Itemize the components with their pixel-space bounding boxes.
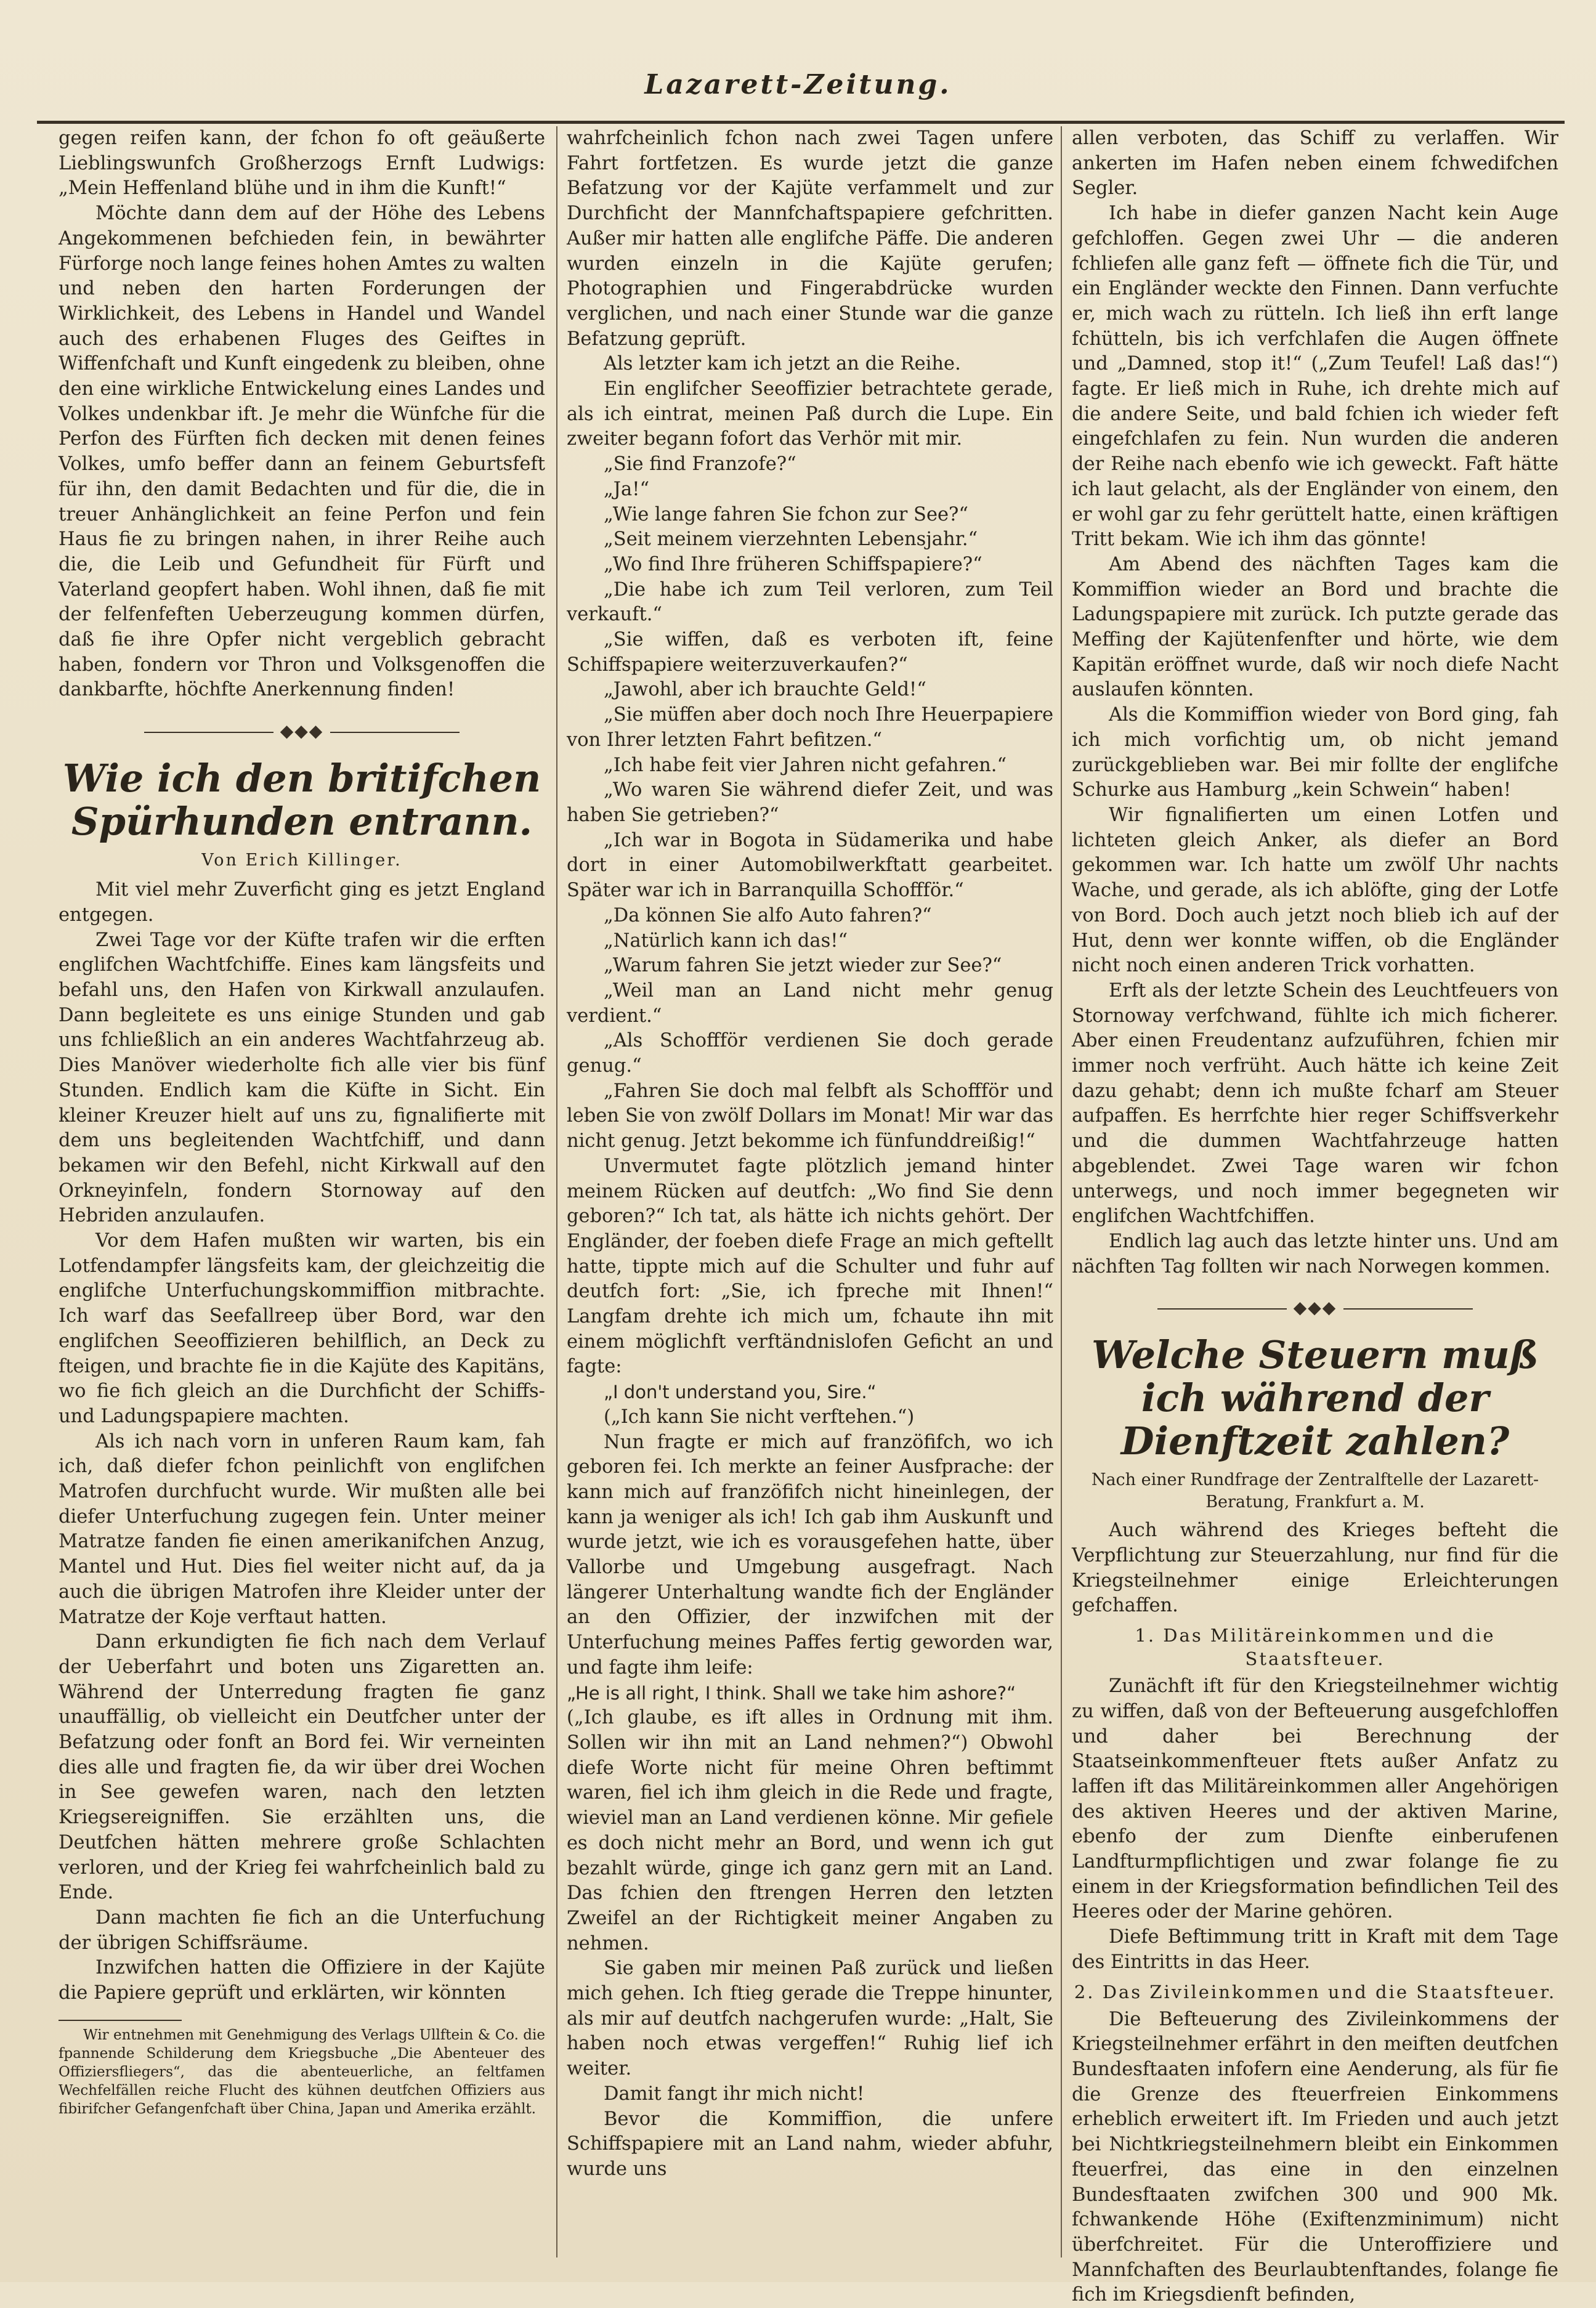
paragraph: Endlich lag auch das letzte hinter uns. Und am nächften Tag follten wir nach Norwegen kommen. <box>1072 1230 1558 1277</box>
footnote-rule <box>59 2020 182 2021</box>
column-divider <box>556 126 557 2257</box>
paragraph: Zwei Tage vor der Küfte trafen wir die erften englifchen Wachtfchiffe. Eines kam längsfeits und befahl uns, den Hafen von Kirkwall anzulaufen. Dann begleitete es uns einige Stunden und gab uns fchließlich an ein anderes Wachtfahrzeug ab. Dies Manöver wiederholte fich alle vier bis fünf Stunden. Endlich kam die Küfte in Sicht. Ein kleiner Kreuzer hielt auf uns zu, fignalifierte mit dem uns begleitenden Wachtfchiff, und dann bekamen wir den Befehl, nicht Kirkwall auf den Orkneyinfeln, fondern Stornoway auf den Hebriden anzulaufen. <box>59 929 545 1227</box>
article-headline: Wie ich den britifchen Spürhunden entrann. <box>62 756 541 844</box>
footnote <box>59 2026 545 2118</box>
paragraph: Unvermutet fagte plötzlich jemand hinter meinem Rücken auf deutfch: „Wo find Sie denn geboren?“ Ich tat, als hätte ich nichts gehört. Der Engländer, der foeben diefe Frage an mich geftellt hatte, tippte mich auf die Schulter und fuhr auf deutfch fort: „Sie, ich fpreche mit Ihnen!“ Langfam drehte ich mich um, fchaute ihn mit einem möglichft verftändnislofen Geficht an und fagte: <box>567 1155 1053 1378</box>
dialog-line: „Als Schoffför verdienen Sie doch gerade genug.“ <box>567 1030 1053 1077</box>
dialog-line: „Warum fahren Sie jetzt wieder zur See?“ <box>604 955 1002 977</box>
paragraph: wahrfcheinlich fchon nach zwei Tagen unfere Fahrt fortfetzen. Es wurde jetzt die ganze Befatzung vor der Kajüte verfammelt und zur Durchficht der Mannfchaftspapiere gefchritten. Außer mir hatten alle englifche Päffe. Die anderen wurden einzeln in die Kajüte gerufen; Photographien und Fingerabdrücke wurden verglichen, und nach einer Stunde war die ganze Befatzung geprüft. <box>567 128 1053 350</box>
paragraph: Wir fignalifierten um einen Lotfen und lichteten gleich Anker, als diefer an Bord gekommen war. Ich hatte um zwölf Uhr nachts Wache, und gerade, als ich ablöfte, ging der Lotfe von Bord. Doch auch jetzt noch blieb ich auf der Hut, denn wer konnte wiffen, ob die Engländer nicht noch einen anderen Trick vorhatten. <box>1072 804 1558 977</box>
footnote-text: Wir entnehmen mit Genehmigung des Verlags Ullftein & Co. die fpannende Schilderung dem Kriegsbuche „Die Abenteuer des Offiziersfliegers“, das die abenteuerliche, an feltfamen Wechfelfällen reiche Flucht des kühnen deutfchen Offiziers aus fibirifcher Gefangenfchaft über China, Japan und Amerika erzählt. <box>59 2027 545 2117</box>
dialog-line: „Ich habe feit vier Jahren nicht gefahren.“ <box>604 754 1007 776</box>
paragraph: Dann machten fie fich an die Unterfuchung der übrigen Schiffsräume. <box>59 1907 545 1954</box>
dialog-line: „Sie wiffen, daß es verboten ift, feine Schiffspapiere weiterzuverkaufen?“ <box>567 629 1053 676</box>
paragraph: Als ich nach vorn in unferen Raum kam, fah ich, daß diefer fchon peinlichft von englifchen Matrofen durchfucht wurde. Wir mußten alle bei diefer Unterfuchung zugegen fein. Unter meiner Matratze fanden fie einen amerikanifchen Anzug, Mantel und Hut. Dies fiel weiter nicht auf, da ja auch die übrigen Matrofen ihre Kleider unter der Matratze der Koje verftaut hatten. <box>59 1430 545 1628</box>
article-subhead: Nach einer Rundfrage der Zentralftelle der Lazarett-Beratung, Frankfurt a. M. <box>1091 1470 1539 1512</box>
paragraph: allen verboten, das Schiff zu verlaffen. Wir ankerten im Hafen neben einem fchwedifchen Segler. <box>1072 128 1558 200</box>
dialog-line: „Fahren Sie doch mal felbft als Schoffför und leben Sie von zwölf Dollars im Monat! Mir war das nicht genug. Jetzt bekomme ich fünfunddreißig!“ <box>567 1080 1053 1152</box>
dialog-line: „Jawohl, aber ich brauchte Geld!“ <box>604 679 926 701</box>
column-divider <box>1061 126 1062 2257</box>
dialog-line: „Ja!“ <box>604 478 650 500</box>
paragraph: Erft als der letzte Schein des Leuchtfeuers von Stornoway verfchwand, fühlte ich mich ficherer. Aber einen Freudentanz aufzuführen, fchien mir immer noch verfrüht. Auch hätte ich keine Zeit dazu gehabt; denn ich mußte fcharf am Steuer aufpaffen. Es herrfchte hier reger Schiffsverkehr und die dummen Wachtfahrzeuge hatten abgeblendet. Zwei Tage waren wir fchon unterwegs, und noch immer begegneten wir englifchen Wachtfchiffen. <box>1072 979 1558 1228</box>
dialog-line: „Da können Sie alfo Auto fahren?“ <box>604 904 932 926</box>
paragraph: Mit viel mehr Zuverficht ging es jetzt England entgegen. <box>59 879 545 926</box>
paragraph: Damit fangt ihr mich nicht! <box>604 2083 865 2105</box>
paragraph: Ich habe in diefer ganzen Nacht kein Auge gefchloffen. Gegen zwei Uhr — die anderen fchliefen alle ganz feft — öffnete fich die Tür, und ein Engländer weckte den Finnen. Dann verfuchte er, mich wach zu rütteln. Ich ließ ihn erft lange fchütteln, bis ich verfchlafen die Augen öffnete und „Damned, stop it!“ („Zum Teufel! Laß das!“) fagte. Er ließ mich in Ruhe, ich drehte mich auf die andere Seite, und bald fchien ich wieder feft eingefchlafen zu fein. Nun wurden die anderen der Reihe nach ebenfo wie ich geweckt. Faft hätte ich laut gelacht, als der Engländer von einem, den er wohl gar zu fehr gerüttelt hatte, einen kräftigen Tritt bekam. Wie ich ihm das gönnte! <box>1072 203 1558 551</box>
dialog-line: „Ich war in Bogota in Südamerika und habe dort in einer Automobilwerkftatt gearbeitet. Später war ich in Barranquilla Schoffför.“ <box>567 829 1053 902</box>
column-2 <box>567 126 1053 2182</box>
dialog-line: „Sie find Franzofe?“ <box>604 453 796 476</box>
dialog-line: „Weil man an Land nicht mehr genug verdient.“ <box>567 979 1053 1027</box>
section-title: 2. Das Zivileinkommen und die Staatsfteuer. <box>1074 1981 1557 2002</box>
column-3 <box>1072 126 1558 2308</box>
dialog-line: „Natürlich kann ich das!“ <box>604 929 848 952</box>
paragraph: Ein englifcher Seeoffizier betrachtete gerade, als ich eintrat, meinen Paß durch die Lupe. Ein zweiter begann fofort das Verhör mit mir. <box>567 378 1053 450</box>
section-title: 1. Das Militäreinkommen und die Staatsfteuer. <box>1135 1625 1496 1670</box>
header-rule <box>37 121 1565 124</box>
paragraph: Nun fragte er mich auf franzöfifch, wo ich geboren fei. Ich merkte an feiner Ausfprache: der kann mich auf franzöfifch nicht hineinlegen, der kann ja weniger als ich! Ich gab ihm Auskunft und wurde jetzt, wie ich es vorausgefehen hatte, über Vallorbe und Umgebung ausgefragt. Nach längerer Unterhaltung wandte fich der Engländer an den Offizier, der inzwifchen mit der Unterfuchung meines Paffes fertig geworden war, und fagte ihm leife: <box>567 1431 1053 1678</box>
paragraph: Sie gaben mir meinen Paß zurück und ließen mich gehen. Ich ftieg gerade die Treppe hinunter, als mir auf deutfch nachgerufen wurde: „Halt, Sie haben noch etwas vergeffen!“ Ruhig lief ich weiter. <box>567 1958 1053 2080</box>
paragraph: Dann erkundigten fie fich nach dem Verlauf der Ueberfahrt und boten uns Zigaretten an. Während der Unterredung fragten fie ganz unauffällig, ob vielleicht ein Deutfcher unter der Befatzung oder fonft an Bord fei. Wir verneinten dies alle und fragten fie, da wir über drei Wochen in See gewefen waren, nach den letzten Kriegsereigniffen. Sie erzählten uns, die Deutfchen hätten mehrere große Schlachten verloren, und der Krieg fei wahrfcheinlich bald zu Ende. <box>59 1631 545 1904</box>
english-quote: „He is all right, I think. Shall we take him ashore?“ <box>567 1682 1016 1704</box>
article-byline: Von Erich Killinger. <box>201 851 402 870</box>
column-1 <box>59 126 545 2118</box>
article-headline: Welche Steuern muß ich während der Dienftzeit zahlen? <box>1092 1332 1539 1464</box>
dialog-line: „Wo find Ihre früheren Schiffspapiere?“ <box>604 553 982 575</box>
paragraph: Auch während des Krieges befteht die Verpflichtung zur Steuerzahlung, nur find für die Kriegsteilnehmer einige Erleichterungen gefchaffen. <box>1072 1520 1558 1617</box>
paragraph: Möchte dann dem auf der Höhe des Lebens Angekommenen befchieden fein, in bewährter Fürforge noch lange feines hohen Amtes zu walten und neben den harten Forderungen der Wirklichkeit, des Lebens in Handel und Wandel auch des erhabenen Fluges des Geiftes in Wiffenfchaft und Kunft eingedenk zu bleiben, ohne den eine wirkliche Entwickelung eines Landes und Volkes undenkbar ift. Je mehr die Wünfche für die Perfon des Fürften fich decken mit denen feines Volkes, umfo beffer dann an feinem Geburtsfeft für ihn, den damit Bedachten und für die, die in treuer Anhänglichkeit an feine Perfon und fein Haus fie zu bringen nahen, in ihrer Reihe auch die, die Leib und Gefundheit für Fürft und Vaterland geopfert haben. Wohl ihnen, daß fie mit der felfenfeften Ueberzeugung kommen dürfen, daß fie ihre Opfer nicht vergeblich gebracht haben, fondern vor Thron und Volksgenoffen die dankbarfte, höchfte Anerkennung finden! <box>59 203 545 701</box>
translation: („Ich kann Sie nicht verftehen.“) <box>604 1406 915 1428</box>
paragraph: Diefe Beftimmung tritt in Kraft mit dem Tage des Eintritts in das Heer. <box>1072 1926 1558 1973</box>
paragraph: Am Abend des nächften Tages kam die Kommiffion wieder an Bord und brachte die Ladungspapiere mit zurück. Ich putzte gerade das Meffing der Kajütenfenfter und hörte, wie dem Kapitän eröffnet wurde, daß wir noch diefe Nacht auslaufen könnten. <box>1072 553 1558 701</box>
dialog-line: „Seit meinem vierzehnten Lebensjahr.“ <box>604 528 978 551</box>
dialog-line: „Wo waren Sie während diefer Zeit, und was haben Sie getrieben?“ <box>567 779 1053 826</box>
english-quote: „I don't understand you, Sire.“ <box>604 1382 877 1403</box>
dialog-line: „Wie lange fahren Sie fchon zur See?“ <box>604 503 968 525</box>
dialog-line: „Sie müffen aber doch noch Ihre Heuerpapiere von Ihrer letzten Fahrt befitzen.“ <box>567 704 1053 751</box>
paragraph: Vor dem Hafen mußten wir warten, bis ein Lotfendampfer längsfeits kam, der gleichzeitig die englifche Unterfuchungskommiffion mitbrachte. Ich warf das Seefallreep über Bord, war den englifchen Seeoffizieren behilflich, an Deck zu fteigen, und brachte fie in die Kajüte des Kapitäns, wo fie fich gleich an die Durchficht der Schiffs- und Ladungspapiere machten. <box>59 1230 545 1427</box>
paragraph: Zunächft ift für den Kriegsteilnehmer wichtig zu wiffen, daß von der Befteuerung ausgefchloffen und daher bei Berechnung der Staatseinkommenfteuer ftets außer Anfatz zu laffen ift das Militäreinkommen aller Angehörigen des aktiven Heeres und der aktiven Marine, ebenfo der zum Dienfte einberufenen Landfturmpflichtigen und zwar folange fie zu einem in der Kriegsformation befindlichen Teil des Heeres oder der Marine gehören. <box>1072 1675 1558 1923</box>
dialog-line: „Die habe ich zum Teil verloren, zum Teil verkauft.“ <box>567 578 1053 626</box>
masthead: Lazarett-Zeitung. <box>644 69 952 100</box>
section-ornament: ◆◆◆ <box>59 721 545 741</box>
paragraph: Bevor die Kommiffion, die unfere Schiffspapiere mit an Land nahm, wieder abfuhr, wurde uns <box>567 2108 1053 2180</box>
paragraph: Die Befteuerung des Zivileinkommens der Kriegsteilnehmer erfährt in den meiften deutfchen Bundesftaaten infofern eine Aenderung, als für fie die Grenze des fteuerfreien Einkommens erheblich erweitert ift. Im Frieden und auch jetzt bei Nichtkriegsteilnehmern bleibt ein Einkommen fteuerfrei, das eine in den einzelnen Bundesftaaten zwifchen 300 und 900 Mk. fchwankende Höhe (Exiftenzminimum) nicht überfchreitet. Für die Unteroffiziere und Mannfchaften des Beurlaubtenftandes, folange fie fich im Kriegsdienft befinden, <box>1072 2008 1558 2306</box>
section-ornament: ◆◆◆ <box>1072 1298 1558 1318</box>
paragraph: Inzwifchen hatten die Offiziere in der Kajüte die Papiere geprüft und erklärten, wir könnten <box>59 1957 545 2004</box>
paragraph: gegen reifen kann, der fchon fo oft geäußerte Lieblingswunfch Großherzogs Ernft Ludwigs: „Mein Heffenland blühe und in ihm die Kunft!“ <box>59 128 545 200</box>
paragraph: Als die Kommiffion wieder von Bord ging, fah ich mich vorfichtig um, ob nicht jemand zurückgeblieben war. Bei mir follte der englifche Schurke aus Hamburg „kein Schwein“ haben! <box>1072 704 1558 801</box>
paragraph: Als letzter kam ich jetzt an die Reihe. <box>604 353 961 375</box>
paragraph: („Ich glaube, es ift alles in Ordnung mit ihm. Sollen wir ihn mit an Land nehmen?“) Obwohl diefe Worte nicht für meine Ohren beftimmt waren, fiel ich ihm gleich in die Rede und fragte, wieviel man an Land verdienen könne. Mir gefiele es doch nicht mehr an Bord, und wenn ich gut bezahlt würde, ginge ich ganz gern mit an Land. Das fchien den ftrengen Herren den letzten Zweifel an der Richtigkeit meiner Angaben zu nehmen. <box>567 1707 1053 1954</box>
